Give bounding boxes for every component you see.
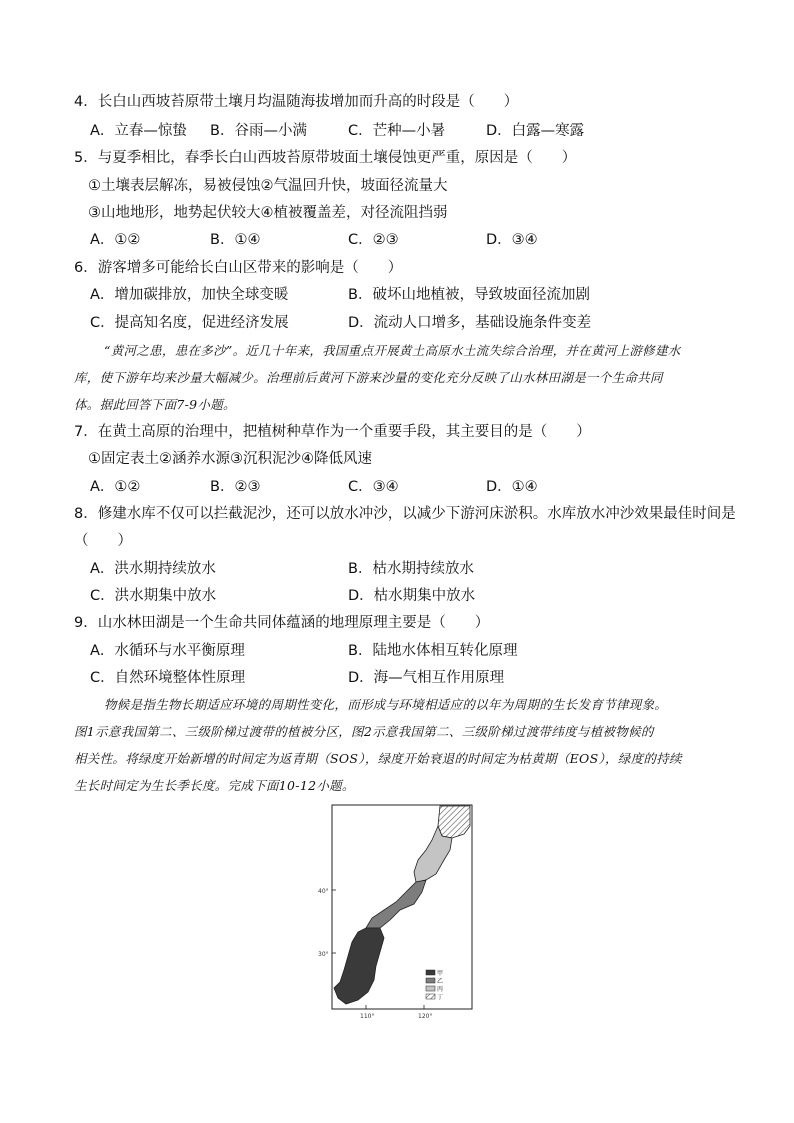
passage1-line-3: 体。据此回答下面7-9小题。	[74, 397, 236, 412]
lon-110-label: 110°	[360, 1013, 375, 1020]
q4-stem: 4．长白山西坡苔原带土壤月均温随海拔增加而升高的时段是（ ）	[74, 94, 519, 110]
legend-label-yi: 乙	[437, 978, 444, 985]
q5-statement-1: ①土壤表层解冻，易被侵蚀②气温回升快，坡面径流量大	[88, 178, 448, 194]
passage1-line-2: 库，使下游年均来沙量大幅减少。治理前后黄河下游来沙量的变化充分反映了山水林田湖是一个生命共同	[74, 370, 663, 385]
q5-option-b[interactable]: B．①④	[210, 232, 261, 248]
q9-stem: 9．山水林田湖是一个生命共同体蕴涵的地理原理主要是（ ）	[74, 615, 490, 631]
q5-statement-2: ③山地地形，地势起伏较大④植被覆盖差，对径流阻挡弱	[88, 205, 448, 221]
vegetation-zone-map	[318, 800, 478, 1028]
q7-statement-1: ①固定表土②涵养水源③沉积泥沙④降低风速	[88, 451, 372, 467]
q9-option-a[interactable]: A．水循环与水平衡原理	[90, 643, 245, 659]
legend-label-jia: 甲	[437, 970, 444, 977]
q9-option-c[interactable]: C．自然环境整体性原理	[90, 670, 246, 686]
q5-option-a[interactable]: A．①②	[90, 232, 141, 248]
q6-option-a[interactable]: A．增加碳排放，加快全球变暖	[90, 287, 289, 303]
legend-swatch-bing	[426, 986, 435, 991]
legend-swatch-ding	[426, 994, 435, 999]
q7-stem: 7．在黄土高原的治理中，把植树种草作为一个重要手段，其主要目的是（ ）	[74, 424, 591, 440]
q8-option-b[interactable]: B．枯水期持续放水	[348, 561, 474, 577]
q6-option-b[interactable]: B．破坏山地植被，导致坡面径流加剧	[348, 287, 590, 303]
q7-option-a[interactable]: A．①②	[90, 479, 141, 495]
q4-option-d[interactable]: D．白露—寒露	[486, 123, 585, 139]
passage2-line-2: 图1示意我国第二、三级阶梯过渡带的植被分区，图2示意我国第二、三级阶梯过渡带纬度与植被物候的	[74, 724, 654, 739]
lat-30-label: 30°	[318, 951, 329, 958]
q7-option-d[interactable]: D．①④	[486, 479, 538, 495]
q4-option-a[interactable]: A．立春—惊蛰	[90, 123, 187, 139]
legend-label-bing: 丙	[437, 986, 444, 993]
q4-option-b[interactable]: B．谷雨—小满	[210, 123, 307, 139]
q8-stem-continued: （ ）	[74, 533, 132, 549]
legend-swatch-yi	[426, 978, 435, 983]
legend-swatch-jia	[426, 970, 435, 975]
q8-option-d[interactable]: D．枯水期集中放水	[348, 588, 476, 604]
passage2-line-1: 物候是指生物长期适应环境的周期性变化，而形成与环境相适应的以年为周期的生长发育节律现象。	[104, 697, 668, 712]
q5-option-d[interactable]: D．③④	[486, 232, 538, 248]
q4-option-c[interactable]: C．芒种—小暑	[348, 123, 446, 139]
q6-option-c[interactable]: C．提高知名度，促进经济发展	[90, 315, 289, 331]
passage2-line-4: 生长时间定为生长季长度。完成下面10-12小题。	[74, 778, 355, 793]
q5-option-c[interactable]: C．②③	[348, 232, 399, 248]
q8-stem: 8．修建水库不仅可以拦截泥沙，还可以放水冲沙，以减少下游河床淤积。水库放水冲沙效果最佳时间是	[74, 506, 736, 522]
q9-option-b[interactable]: B．陆地水体相互转化原理	[348, 643, 518, 659]
legend-label-ding: 丁	[437, 994, 444, 1001]
q9-option-d[interactable]: D．海—气相互作用原理	[348, 670, 505, 686]
q8-option-c[interactable]: C．洪水期集中放水	[90, 588, 217, 604]
q7-option-c[interactable]: C．③④	[348, 479, 399, 495]
q5-stem: 5．与夏季相比，春季长白山西坡苔原带坡面土壤侵蚀更严重，原因是（ ）	[74, 150, 577, 166]
q7-option-b[interactable]: B．②③	[210, 479, 261, 495]
q8-option-a[interactable]: A．洪水期持续放水	[90, 561, 216, 577]
passage2-line-3: 相关性。将绿度开始新增的时间定为返青期（SOS），绿度开始衰退的时间定为枯黄期（EOS），绿度的持续	[74, 751, 682, 766]
lat-40-label: 40°	[318, 888, 329, 895]
lon-120-label: 120°	[418, 1013, 433, 1020]
q6-option-d[interactable]: D．流动人口增多，基础设施条件变差	[348, 315, 592, 331]
q6-stem: 6．游客增多可能给长白山区带来的影响是（ ）	[74, 260, 403, 276]
passage1-line-1: “黄河之患，患在多沙”。近几十年来，我国重点开展黄土高原水土流失综合治理，并在黄河上游修建水	[104, 343, 681, 358]
